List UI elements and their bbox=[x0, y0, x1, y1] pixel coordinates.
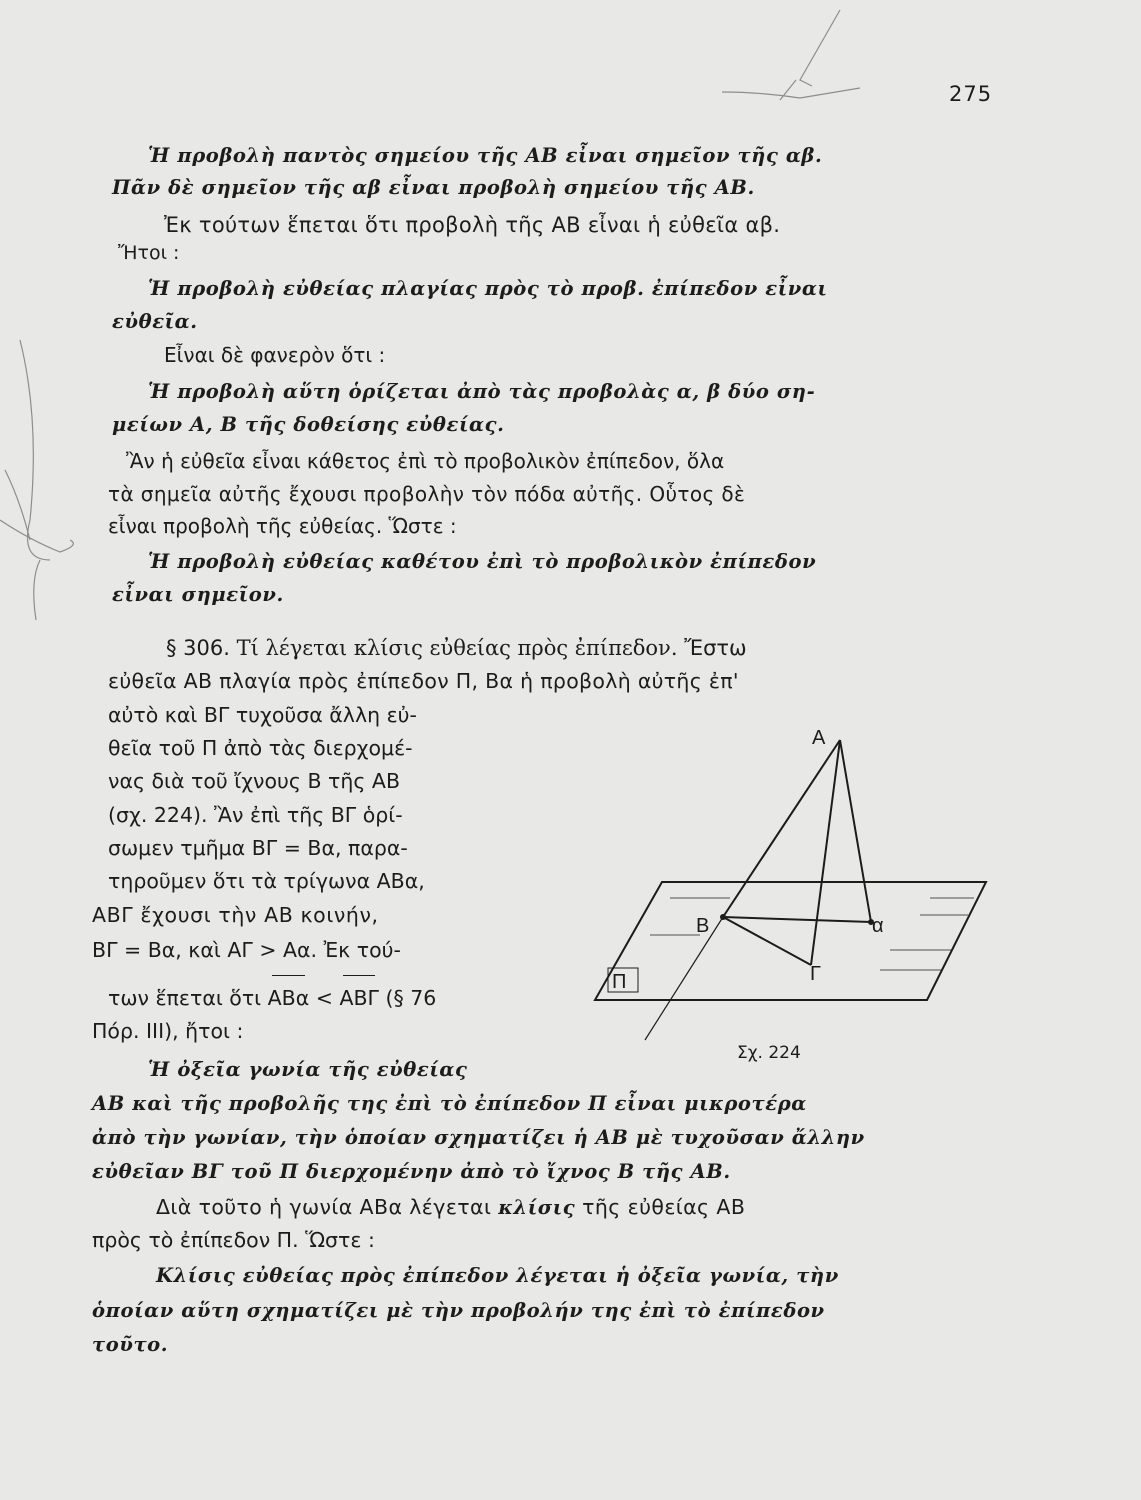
text-line: Ἡ προβολὴ αὕτη ὁρίζεται ἀπὸ τὰς προβολὰς α, β δύο ση- bbox=[148, 380, 816, 403]
text-segment: τῆς εὐθείας ΑΒ bbox=[575, 1195, 746, 1219]
text-line: Ἡ ὀξεῖα γωνία τῆς εὐθείας bbox=[148, 1058, 468, 1081]
text-line: θεῖα τοῦ Π ἀπὸ τὰς διερχομέ- bbox=[108, 736, 413, 760]
term-klisis: κλίσις bbox=[498, 1196, 576, 1219]
text-line: εὐθεῖα ΑΒ πλαγία πρὸς ἐπίπεδον Π, Βα ἡ προβολὴ αὐτῆς ἐπ' bbox=[108, 669, 739, 693]
plane-pi bbox=[595, 882, 986, 1000]
text-line: Ἤτοι : bbox=[118, 242, 180, 264]
section-heading bbox=[166, 633, 747, 663]
label-pi: Π bbox=[612, 971, 627, 993]
text-line bbox=[108, 983, 436, 1013]
text-line: Ἐκ τούτων ἕπεται ὅτι προβολὴ τῆς ΑΒ εἶναι ἡ εὐθεῖα αβ. bbox=[164, 213, 781, 237]
text-line: Ἡ προβολὴ εὐθείας πλαγίας πρὸς τὸ προβ. ἐπίπεδον εἶναι bbox=[148, 277, 828, 300]
line-ab bbox=[723, 740, 840, 917]
text-line: Ἂν ἡ εὐθεῖα εἶναι κάθετος ἐπὶ τὸ προβολικὸν ἐπίπεδον, ὅλα bbox=[126, 449, 725, 473]
text-line bbox=[156, 1192, 745, 1223]
angle-abalpha: ΑΒα bbox=[268, 983, 310, 1013]
text-line: Εἶναι δὲ φανερὸν ὅτι : bbox=[164, 343, 386, 367]
point-b bbox=[720, 914, 726, 920]
text-line: Πόρ. ΙΙΙ), ἤτοι : bbox=[92, 1019, 244, 1043]
section-title: Τί λέγεται κλίσις εὐθείας πρὸς ἐπίπεδον. bbox=[236, 636, 678, 660]
text-line: εἶναι σημεῖον. bbox=[112, 583, 284, 606]
text-line: μείων Α, Β τῆς δοθείσης εὐθείας. bbox=[112, 413, 505, 436]
page-number: 275 bbox=[949, 82, 993, 106]
text-line: Πᾶν δὲ σημεῖον τῆς αβ εἶναι προβολὴ σημείου τῆς ΑΒ. bbox=[112, 176, 755, 199]
line-balpha bbox=[723, 917, 871, 922]
line-aalpha bbox=[840, 740, 871, 922]
text-line: ὁποίαν αὕτη σχηματίζει μὲ τὴν προβολήν της ἐπὶ τὸ ἐπίπεδον bbox=[92, 1299, 825, 1322]
text-line: εἶναι προβολὴ τῆς εὐθείας. Ὥστε : bbox=[108, 514, 457, 538]
text-segment: των ἕπεται ὅτι bbox=[108, 986, 268, 1010]
text-line: σωμεν τμῆμα ΒΓ = Βα, παρα- bbox=[108, 836, 408, 860]
line-bgamma bbox=[723, 917, 811, 965]
text-line: ΑΒ καὶ τῆς προβολῆς της ἐπὶ τὸ ἐπίπεδον Π εἶναι μικροτέρα bbox=[92, 1092, 807, 1115]
text-segment: (§ 76 bbox=[378, 986, 437, 1010]
extension-line bbox=[645, 917, 723, 1040]
text-line: εὐθεῖαν ΒΓ τοῦ Π διερχομένην ἀπὸ τὸ ἴχνος Β τῆς ΑΒ. bbox=[92, 1160, 731, 1183]
line-agamma bbox=[811, 740, 840, 965]
figure-224 bbox=[590, 710, 990, 1070]
label-alpha: α bbox=[872, 915, 884, 937]
text-line: νας διὰ τοῦ ἴχνους Β τῆς ΑΒ bbox=[108, 769, 401, 793]
text-line: εὐθεῖα. bbox=[112, 310, 198, 333]
text-line: ΒΓ = Βα, καὶ ΑΓ > Αα. Ἐκ τού- bbox=[92, 938, 401, 962]
text-line: πρὸς τὸ ἐπίπεδον Π. Ὥστε : bbox=[92, 1228, 375, 1252]
text-segment: Διὰ τοῦτο ἡ γωνία ΑΒα λέγεται bbox=[156, 1195, 499, 1219]
text-line: τοῦτο. bbox=[92, 1333, 169, 1356]
section-text: Ἔστω bbox=[684, 636, 747, 660]
less-than-sign: < bbox=[309, 986, 340, 1010]
text-line: ἀπὸ τὴν γωνίαν, τὴν ὁποίαν σχηματίζει ἡ ΑΒ μὲ τυχοῦσαν ἄλλην bbox=[92, 1126, 865, 1149]
text-line: (σχ. 224). Ἂν ἐπὶ τῆς ΒΓ ὁρί- bbox=[108, 803, 403, 827]
angle-abgamma: ΑΒΓ bbox=[339, 983, 379, 1013]
text-line: Ἡ προβολὴ εὐθείας καθέτου ἐπὶ τὸ προβολικὸν ἐπίπεδον bbox=[148, 550, 817, 573]
text-line: Ἡ προβολὴ παντὸς σημείου τῆς ΑΒ εἶναι σημεῖον τῆς αβ. bbox=[148, 144, 823, 167]
label-a: Α bbox=[812, 727, 826, 749]
label-gamma: Γ bbox=[810, 963, 822, 985]
section-number: § 306. bbox=[166, 636, 230, 660]
figure-caption: Σχ. 224 bbox=[737, 1043, 801, 1063]
text-line: Κλίσις εὐθείας πρὸς ἐπίπεδον λέγεται ἡ ὀξεῖα γωνία, τὴν bbox=[156, 1264, 839, 1287]
text-line: τηροῦμεν ὅτι τὰ τρίγωνα ΑΒα, bbox=[108, 869, 425, 893]
label-b: Β bbox=[696, 915, 710, 937]
text-line: αὐτὸ καὶ ΒΓ τυχοῦσα ἄλλη εὐ- bbox=[108, 703, 417, 727]
text-line: τὰ σημεῖα αὐτῆς ἔχουσι προβολὴν τὸν πόδα αὐτῆς. Οὗτος δὲ bbox=[108, 482, 746, 506]
text-line: ΑΒΓ ἔχουσι τὴν ΑΒ κοινήν, bbox=[92, 903, 379, 927]
